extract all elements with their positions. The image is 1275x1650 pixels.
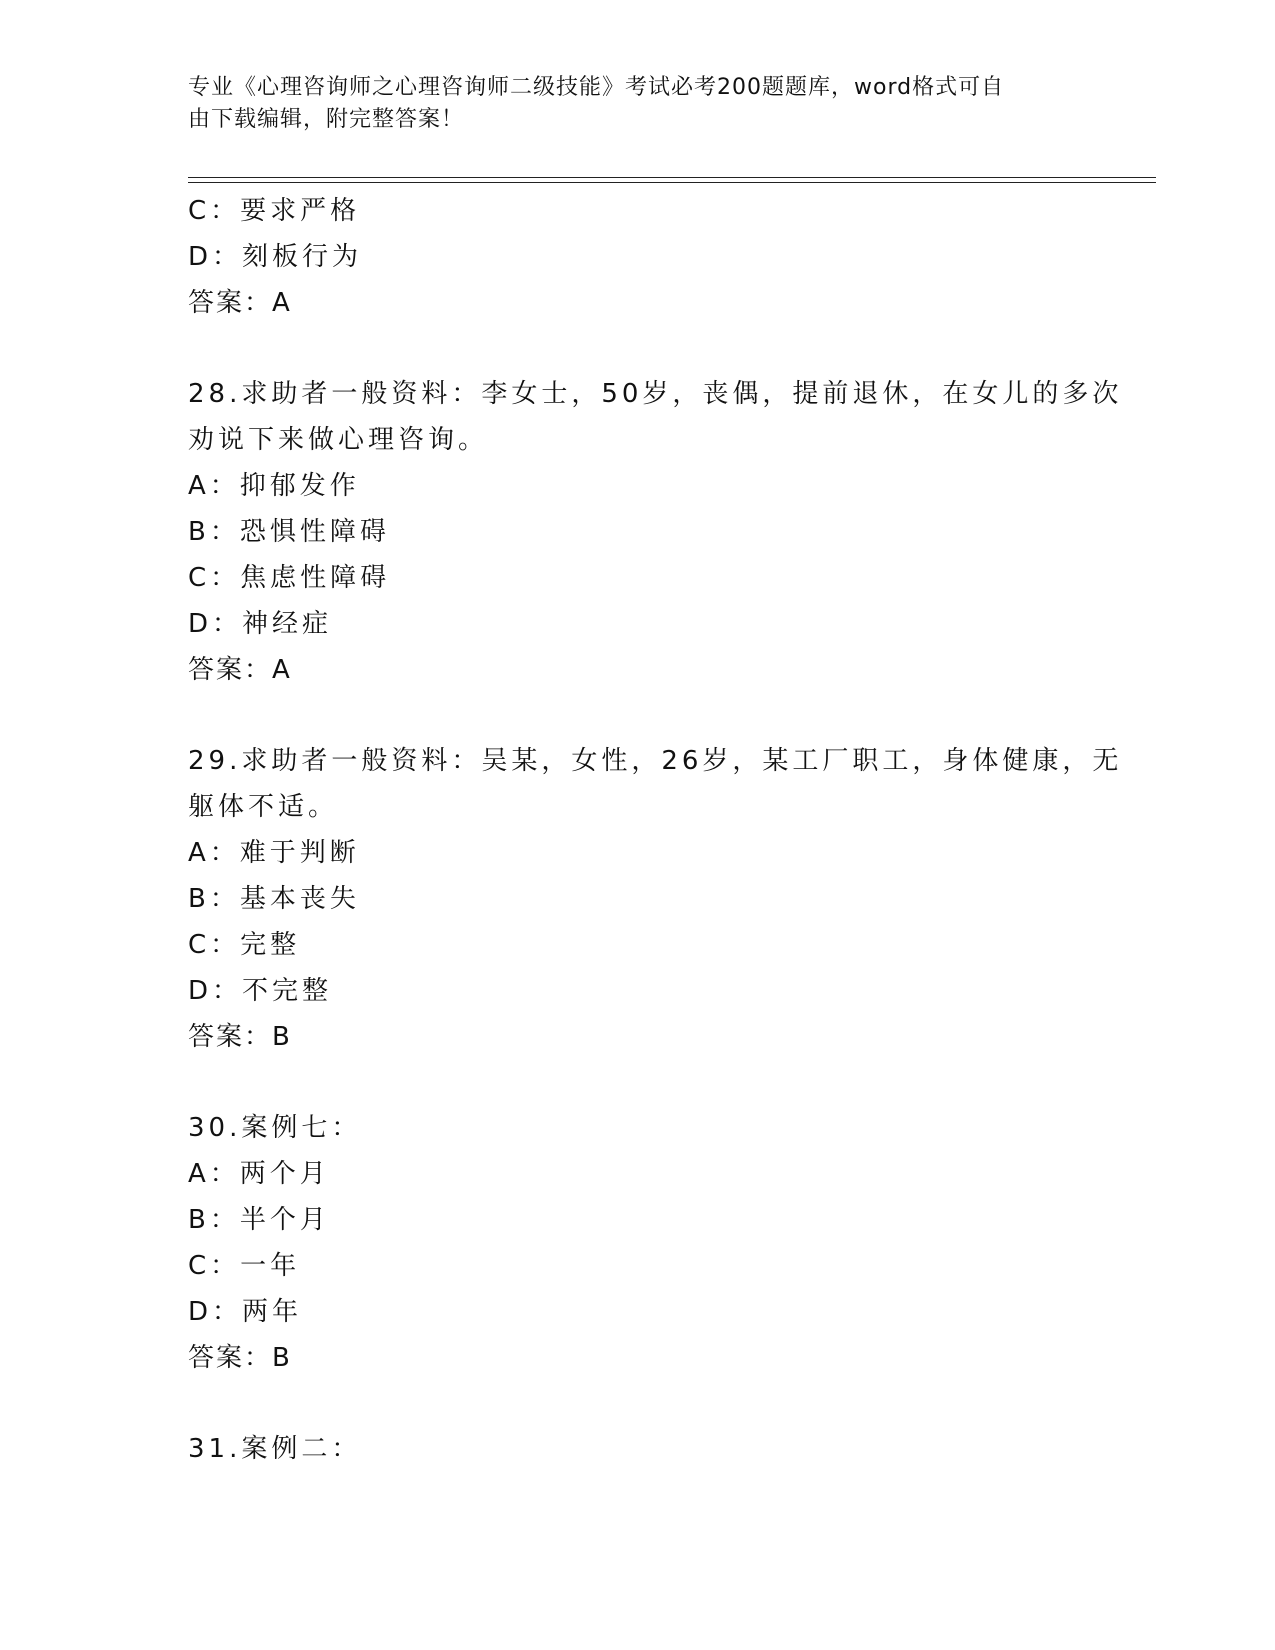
option-a: A：两个月 bbox=[188, 1159, 330, 1189]
option-d: D：不完整 bbox=[188, 976, 333, 1006]
question-stem-continued: 劝说下来做心理咨询。 bbox=[188, 425, 489, 455]
spacer bbox=[188, 1060, 1088, 1105]
question-stem-continued: 躯体不适。 bbox=[188, 792, 339, 822]
option-b: B：半个月 bbox=[188, 1205, 330, 1235]
option-c: C：完整 bbox=[188, 930, 301, 960]
question-30 bbox=[188, 1105, 1088, 1381]
spacer bbox=[188, 326, 1088, 371]
option-a: A：抑郁发作 bbox=[188, 471, 360, 501]
answer: 答案：B bbox=[188, 1343, 292, 1373]
question-29 bbox=[188, 738, 1123, 1060]
question-stem: 28.求助者一般资料：李女士，50岁，丧偶，提前退休，在女儿的多次 bbox=[188, 379, 1123, 409]
header-line-2: 由下载编辑，附完整答案！ bbox=[188, 107, 465, 132]
header-divider-top bbox=[188, 177, 1156, 178]
option-d: D：刻板行为 bbox=[188, 242, 363, 272]
option-c: C：要求严格 bbox=[188, 196, 361, 226]
answer: 答案：B bbox=[188, 1022, 292, 1052]
document-header bbox=[188, 72, 1088, 136]
question-stem: 31.案例二： bbox=[188, 1434, 362, 1464]
answer: 答案：A bbox=[188, 655, 292, 685]
header-divider-bottom bbox=[188, 182, 1156, 183]
option-c: C：焦虑性障碍 bbox=[188, 563, 391, 593]
option-b: B：恐惧性障碍 bbox=[188, 517, 390, 547]
header-line-1: 专业《心理咨询师之心理咨询师二级技能》考试必考200题题库，word格式可自 bbox=[188, 75, 1005, 100]
question-list bbox=[188, 188, 1123, 1472]
option-d: D：两年 bbox=[188, 1297, 303, 1327]
answer: 答案：A bbox=[188, 288, 292, 318]
option-d: D：神经症 bbox=[188, 609, 333, 639]
option-a: A：难于判断 bbox=[188, 838, 360, 868]
question-28 bbox=[188, 371, 1123, 693]
question-27-tail bbox=[188, 188, 1088, 326]
spacer bbox=[188, 693, 1088, 738]
spacer bbox=[188, 1381, 1088, 1426]
question-stem: 30.案例七： bbox=[188, 1113, 362, 1143]
question-stem: 29.求助者一般资料：吴某，女性，26岁，某工厂职工，身体健康，无 bbox=[188, 746, 1123, 776]
option-b: B：基本丧失 bbox=[188, 884, 360, 914]
question-31 bbox=[188, 1426, 1088, 1472]
option-c: C：一年 bbox=[188, 1251, 301, 1281]
